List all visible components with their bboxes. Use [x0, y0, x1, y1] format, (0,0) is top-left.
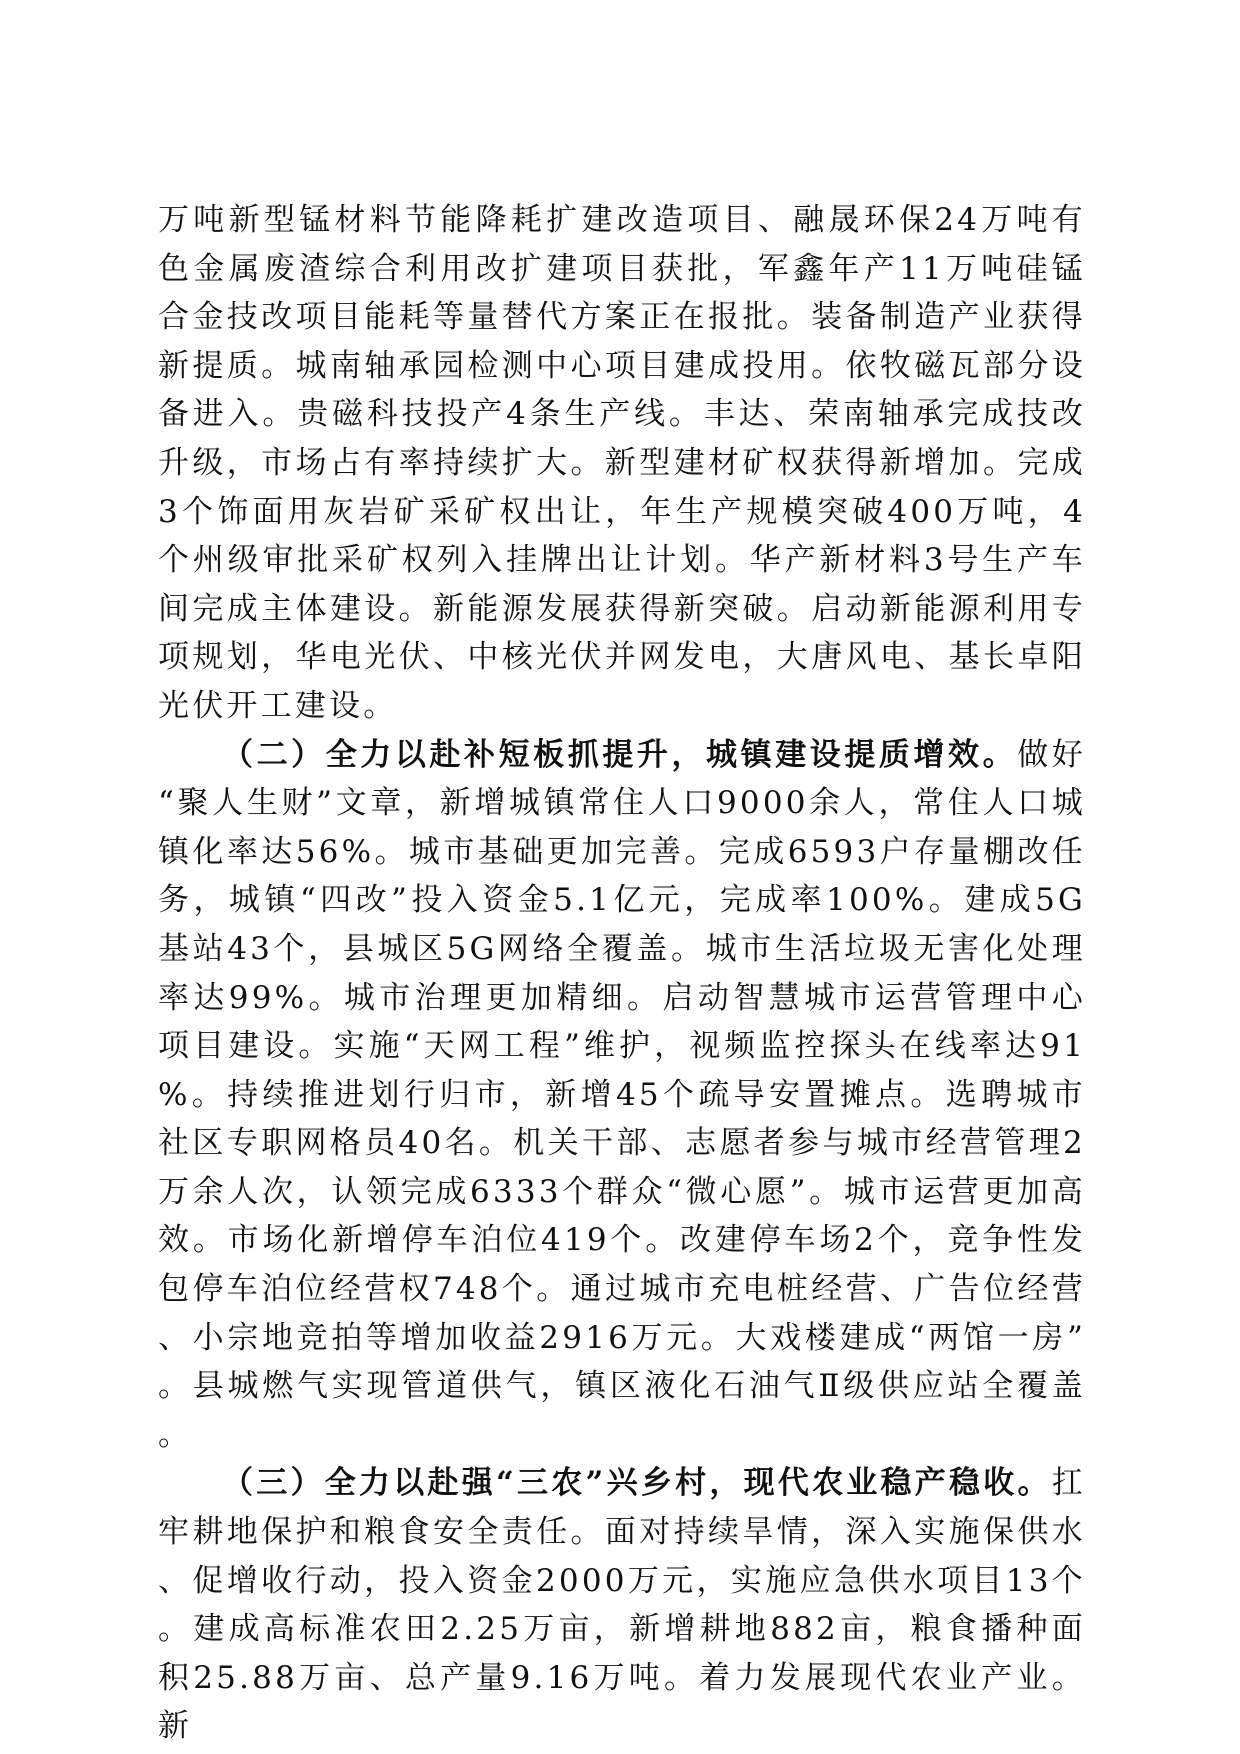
- paragraph-continued: [158, 196, 1086, 731]
- paragraph-section-three: [158, 1459, 1086, 1751]
- paragraph-text: 扛牢耕地保护和粮食安全责任。面对持续旱情，深入实施保供水、促增收行动，投入资金2000万元，实施应急供水项目13个。建成高标准农田2.25万亩，新增耕地882亩，粮食播种面积25.88万亩、总产量9.16万吨。着力发展现代农业产业。新: [158, 1465, 1086, 1745]
- paragraph-text: 做好“聚人生财”文章，新增城镇常住人口9000余人，常住人口城镇化率达56%。城市基础更加完善。完成6593户存量棚改任务，城镇“四改”投入资金5.1亿元，完成率100%。建成5G基站43个，县城区5G网络全覆盖。城市生活垃圾无害化处理率达99%。城市治理更加精细。启动智慧城市运营管理中心项目建设。实施“天网工程”维护，视频监控探头在线率达91%。持续推进划行归市，新增45个疏导安置摊点。选聘城市社区专职网格员40名。机关干部、志愿者参与城市经营管理2万余人次，认领完成6333个群众“微心愿”。城市运营更加高效。市场化新增停车泊位419个。改建停车场2个，竞争性发包停车泊位经营权748个。通过城市充电桩经营、广告位经营、小宗地竞拍等增加收益2916万元。大戏楼建成“两馆一房”。县城燃气实现管道供气，镇区液化石油气Ⅱ级供应站全覆盖。: [158, 736, 1086, 1453]
- document-body: [158, 196, 1086, 1751]
- paragraph-section-two: [158, 731, 1086, 1460]
- section-heading-three: （三）全力以赴强“三农”兴乡村，现代农业稳产稳收。: [222, 1465, 1052, 1502]
- paragraph-text: 万吨新型锰材料节能降耗扩建改造项目、融晟环保24万吨有色金属废渣综合利用改扩建项目获批，军鑫年产11万吨硅锰合金技改项目能耗等量替代方案正在报批。装备制造产业获得新提质。城南轴承园检测中心项目建成投用。依牧磁瓦部分设备进入。贵磁科技投产4条生产线。丰达、荣南轴承完成技改升级，市场占有率持续扩大。新型建材矿权获得新增加。完成3个饰面用灰岩矿采矿权出让，年生产规模突破400万吨，4个州级审批采矿权列入挂牌出让计划。华产新材料3号生产车间完成主体建设。新能源发展获得新突破。启动新能源利用专项规划，华电光伏、中核光伏并网发电，大唐风电、基长卓阳光伏开工建设。: [158, 202, 1086, 724]
- section-heading-two: （二）全力以赴补短板抓提升，城镇建设提质增效。: [222, 736, 1018, 773]
